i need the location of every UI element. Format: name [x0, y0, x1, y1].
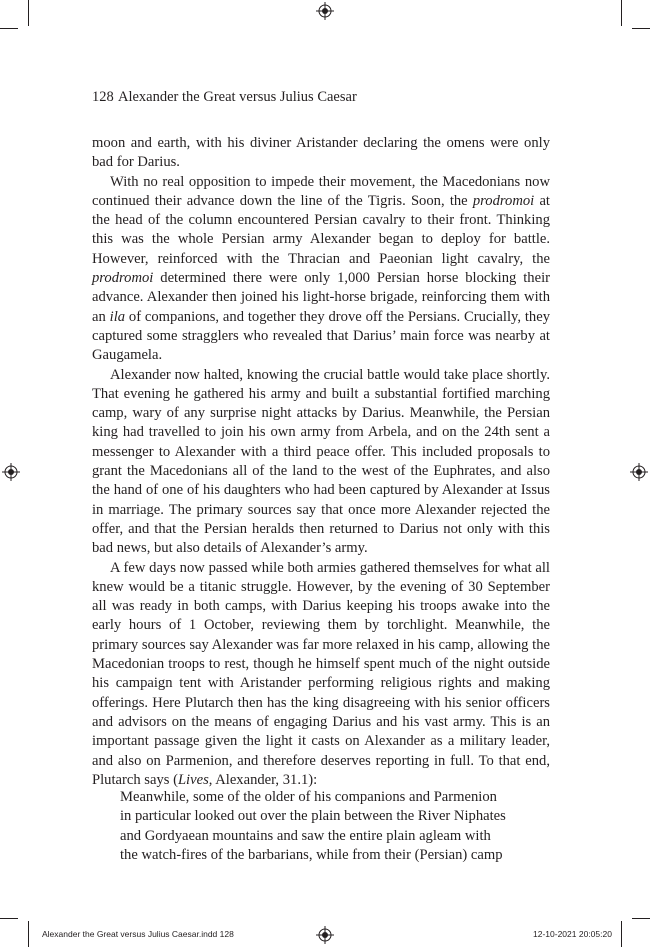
quote-line: the watch-fires of the barbarians, while from their (Persian) camp — [120, 846, 503, 863]
running-header — [92, 89, 357, 106]
italic-term: prodromoi — [92, 270, 154, 287]
crop-mark-top-right-horizontal — [632, 28, 650, 29]
registration-mark-left-icon — [2, 463, 20, 481]
paragraph: A few days now passed while both armies gathered themselves for what all knew would be a titanic struggle. However, by the evening of 30 September all was ready in both camps, with Darius keeping his troops awake into the early hours of 1 October, reviewing them by torchlight. Meanwhile, the primary sources say Alexander was far more relaxed in his camp, allowing the Macedonian troops to rest, though he himself spent much of the night outside his campaign tent with Aristander performing religious rights and making offerings. Here Plutarch then has the king disagreeing with his senior officers and advisors on the means of engaging Darius and his vast army. This is an important passage given the light it casts on Alexander as a military leader, and also on Parmenion, and therefore deserves reporting in full. To that end, Plutarch says (Lives, Alexander, 31.1): — [92, 559, 550, 788]
crop-mark-bottom-left-horizontal — [0, 918, 18, 919]
italic-term: ila — [109, 308, 126, 325]
crop-mark-bottom-left-vertical — [28, 921, 29, 947]
page-number: 128 — [92, 89, 114, 105]
slug-timestamp: 12-10-2021 20:05:20 — [533, 929, 612, 939]
registration-mark-top-icon — [316, 2, 334, 20]
running-title: Alexander the Great versus Julius Caesar — [118, 89, 357, 105]
crop-mark-bottom-right-vertical — [621, 921, 622, 947]
paragraph: moon and earth, with his diviner Aristander declaring the omens were only bad for Darius. — [92, 135, 550, 171]
quote-line: Meanwhile, some of the older of his companions and Parmenion — [120, 789, 497, 805]
registration-mark-bottom-icon — [316, 926, 334, 944]
registration-mark-right-icon — [630, 463, 648, 481]
paragraph: Alexander now halted, knowing the crucial battle would take place shortly. That evening he gathered his army and built a substantial fortified marching camp, wary of any surprise night attacks by Darius. Meanwhile, the Persian king had travelled to join his own army from Arbela, and on the 24th sent a messenger to Alexander with a third peace offer. This included proposals to grant the Macedonians all of the land to the west of the Euphrates, and also the hand of one of his daughters who had been captured by Alexander at Issus in marriage. The primary sources say that once more Alexander rejected the offer, and that the Persian heralds then returned to Darius not only with this bad news, but also details of Alexander’s army. — [92, 366, 550, 557]
quote-line: and Gordyaean mountains and saw the entire plain agleam with — [120, 827, 491, 844]
italic-term: prodromoi — [472, 192, 535, 209]
slug-file-info: Alexander the Great versus Julius Caesar.indd 128 — [42, 929, 234, 939]
crop-mark-bottom-right-horizontal — [632, 918, 650, 919]
body-text — [92, 134, 550, 790]
block-quote — [120, 788, 526, 865]
italic-term: Lives — [177, 771, 209, 788]
paragraph: With no real opposition to impede their movement, the Macedonians now continued their advance down the line of the Tigris. Soon, the prodromoi at the head of the column encountered Persian cavalry to their front. Thinking this was the whole Persian army Alexander began to deploy for battle. However, reinforced with the Thracian and Paeonian light cavalry, the prodromoi determined there were only 1,000 Persian horse blocking their advance. Alexander then joined his light-horse brigade, reinforcing them with an ila of companions, and together they drove off the Persians. Crucially, they captured some stragglers who revealed that Darius’ main force was nearby at Gaugamela. — [92, 173, 550, 364]
crop-mark-top-left-horizontal — [0, 28, 18, 29]
quote-line: in particular looked out over the plain between the River Niphates — [120, 808, 506, 825]
crop-mark-top-right-vertical — [621, 0, 622, 26]
crop-mark-top-left-vertical — [28, 0, 29, 26]
